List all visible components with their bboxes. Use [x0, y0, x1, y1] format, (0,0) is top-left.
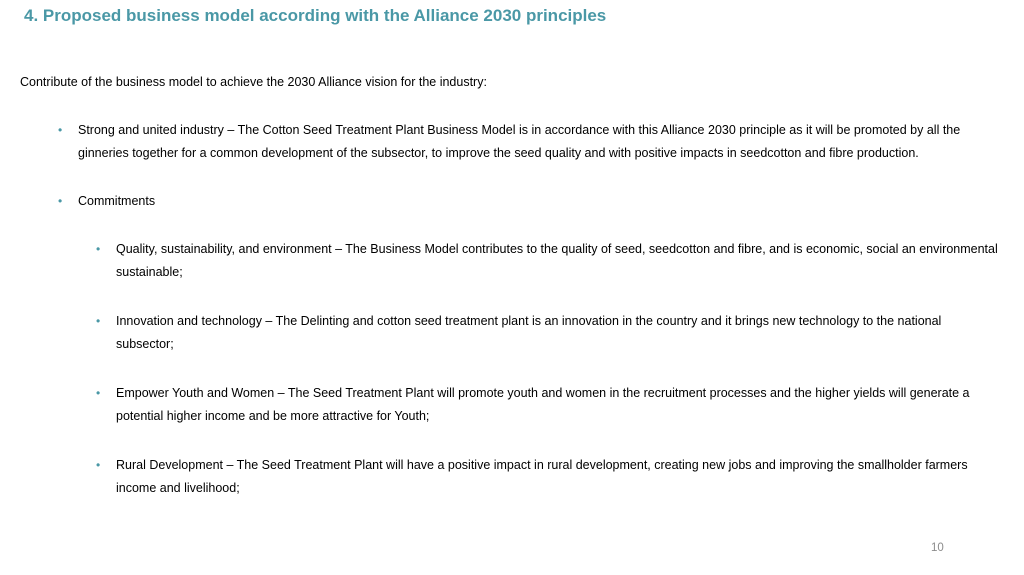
sub-bullet-text: Empower Youth and Women – The Seed Treatment Plant will promote youth and women in the recruitment processes and the higher yields will generate a potential higher income and be more attractive for Youth;: [116, 386, 970, 423]
bullet-dot-icon: •: [96, 386, 101, 400]
bullet-dot-icon: •: [58, 194, 63, 208]
intro-text: Contribute of the business model to achieve the 2030 Alliance vision for the industry:: [20, 75, 487, 89]
bullet-dot-icon: •: [96, 458, 101, 472]
sub-bullet-empower-youth-women: [96, 382, 1000, 428]
sub-bullet-rural-development: [96, 454, 1000, 500]
bullet-strong-united-industry: [58, 119, 998, 165]
bullet-dot-icon: •: [58, 123, 63, 137]
sub-bullet-text: Quality, sustainability, and environment – The Business Model contributes to the quality of seed, seedcotton and fibre, and is economic, social an environmental sustainable;: [116, 242, 998, 279]
sub-bullet-innovation-technology: [96, 310, 1000, 356]
sub-bullet-text: Rural Development – The Seed Treatment Plant will have a positive impact in rural development, creating new jobs and improving the smallholder farmers income and livelihood;: [116, 458, 968, 495]
page-number: 10: [931, 542, 944, 554]
bullet-dot-icon: •: [96, 242, 101, 256]
slide-title: 4. Proposed business model according with the Alliance 2030 principles: [24, 6, 607, 25]
bullet-dot-icon: •: [96, 314, 101, 328]
sub-bullet-quality-sustainability: [96, 238, 1000, 284]
bullet-text: Strong and united industry – The Cotton Seed Treatment Plant Business Model is in accordance with this Alliance 2030 principle as it will be promoted by all the ginneries together for a common development of the subsector, to improve the seed quality and with positive impacts in seedcotton and fibre production.: [78, 123, 961, 160]
bullet-text: Commitments: [78, 194, 156, 208]
sub-bullet-text: Innovation and technology – The Delinting and cotton seed treatment plant is an innovation in the country and it brings new technology to the national subsector;: [116, 314, 942, 351]
bullet-commitments: [58, 190, 998, 213]
